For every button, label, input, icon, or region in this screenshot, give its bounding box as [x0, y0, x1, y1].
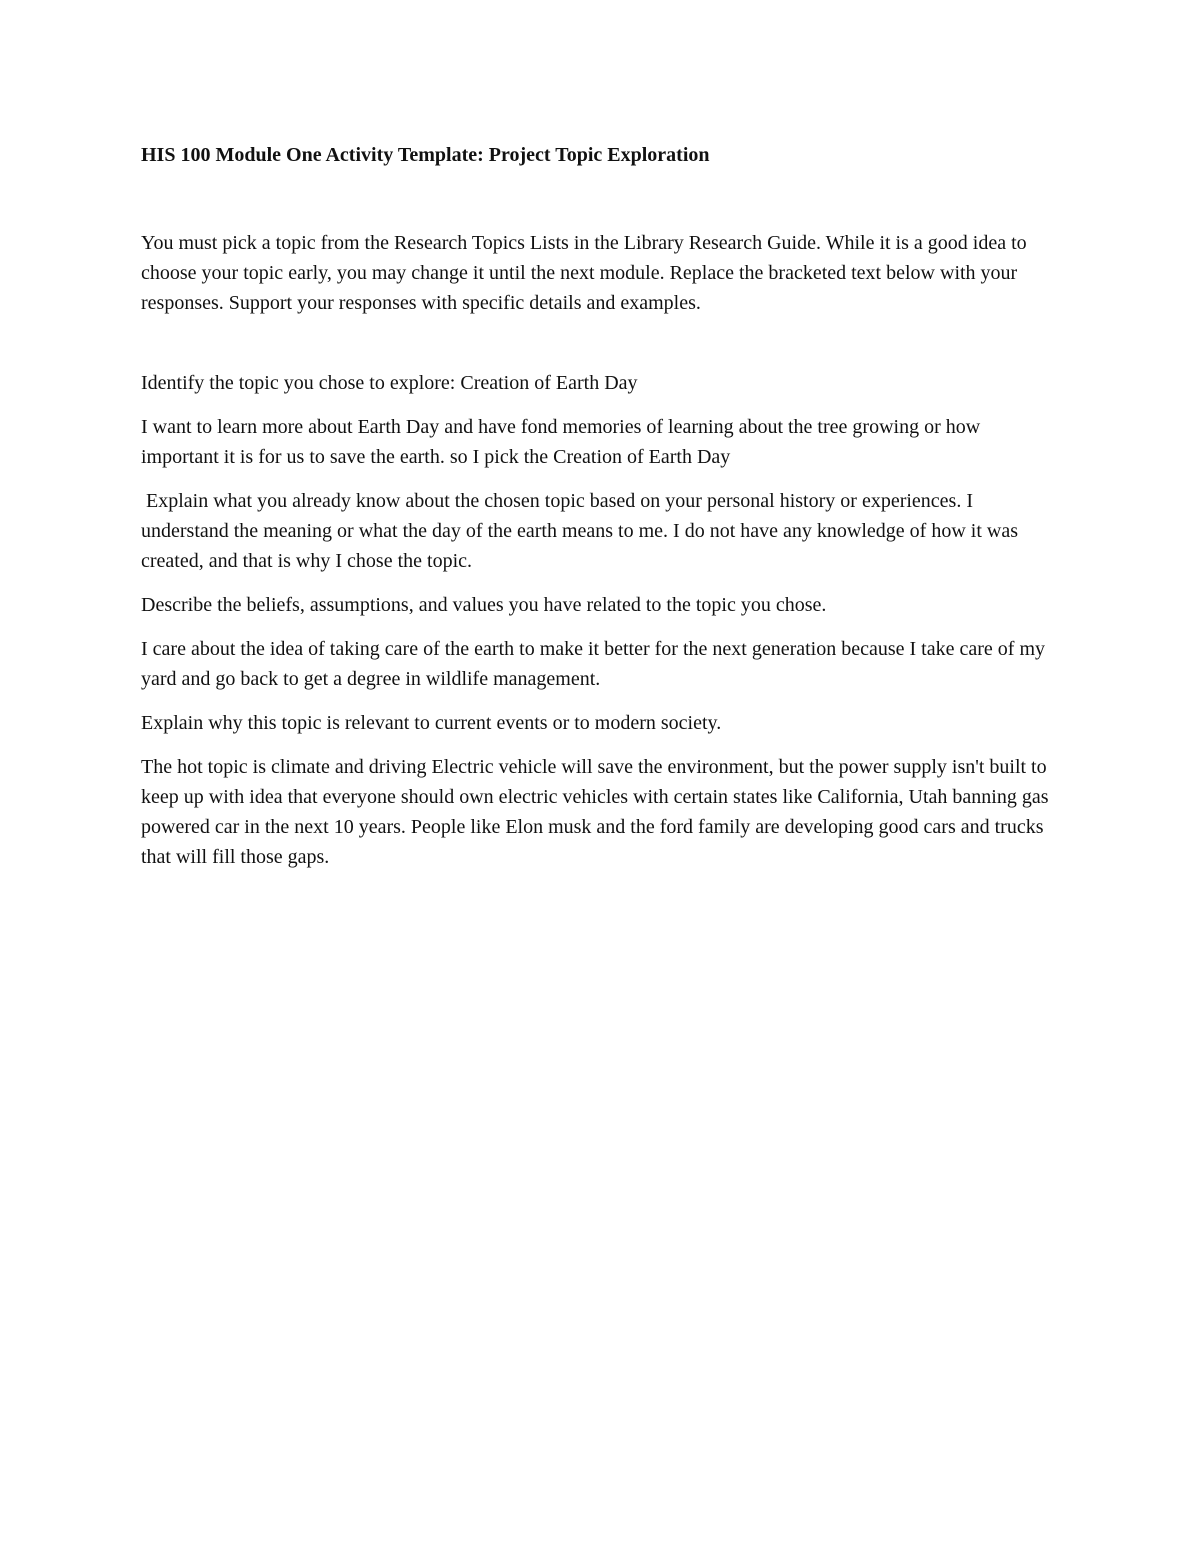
relevance-prompt: Explain why this topic is relevant to current events or to modern society.: [141, 712, 722, 734]
intro-paragraph: You must pick a topic from the Research Topics Lists in the Library Research Guide. While it is a good idea to choose your topic early, you may change it until the next module. Replace the bracketed text below with your responses. Support your responses with specific details and examples.: [141, 232, 1027, 314]
topic-reason-response: I want to learn more about Earth Day and have fond memories of learning about the tree growing or how important it is for us to save the earth. so I pick the Creation of Earth Day: [141, 416, 981, 468]
document-content: [141, 140, 1061, 872]
relevance-response: The hot topic is climate and driving Electric vehicle will save the environment, but the power supply isn't built to keep up with idea that everyone should own electric vehicles with certain states like California, Utah banning gas powered car in the next 10 years. People like Elon musk and the ford family are developing good cars and trucks that will fill those gaps.: [141, 756, 1049, 868]
prior-knowledge-response: Explain what you already know about the chosen topic based on your personal history or experiences. I understand the meaning or what the day of the earth means to me. I do not have any knowledge of how it was created, and that is why I chose the topic.: [141, 490, 1023, 572]
beliefs-prompt: Describe the beliefs, assumptions, and values you have related to the topic you chose.: [141, 594, 827, 616]
beliefs-response: I care about the idea of taking care of the earth to make it better for the next generation because I take care of my yard and go back to get a degree in wildlife management.: [141, 638, 1046, 690]
document-title: HIS 100 Module One Activity Template: Project Topic Exploration: [141, 144, 710, 166]
topic-identification: Identify the topic you chose to explore: Creation of Earth Day: [141, 372, 638, 394]
